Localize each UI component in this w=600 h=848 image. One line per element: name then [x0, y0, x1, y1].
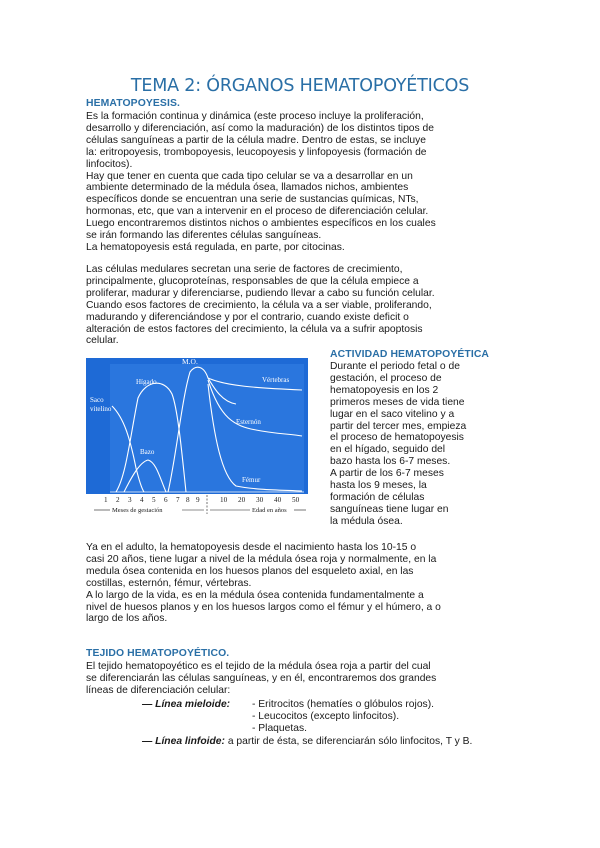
tick-gest-8: 8 — [186, 496, 190, 504]
label-linea-mieloide: — Línea mieloide: — [142, 699, 231, 710]
tick-gest-2: 2 — [116, 496, 120, 504]
heading-hematopoyesis: HEMATOPOYESIS. — [86, 98, 180, 109]
label-saco: Saco — [90, 396, 104, 404]
tick-edad-10: 10 — [220, 496, 228, 504]
label-vitelino: vitelino — [90, 405, 112, 413]
tick-gest-1: 1 — [104, 496, 108, 504]
tick-edad-50: 50 — [292, 496, 300, 504]
tick-gest-5: 5 — [152, 496, 156, 504]
label-vertebras: Vértebras — [262, 376, 290, 384]
paragraph-adulto: Ya en el adulto, la hematopoyesis desde el nacimiento hasta los 10-15 o casi 20 años, tiene lugar a nivel de la médula ósea roja y normalmente, en la medula ósea contenida en los huesos planos del esqueleto axial, en las costillas, esternón, fémur, vértebras. A lo largo de la vida, es en la médula ósea contenida fundamentalmente a nivel de huesos planos y en los huesos largos como el fémur y el húmero, a o largo de los años. — [86, 542, 441, 625]
axis-label-meses: Meses de gestación — [112, 507, 163, 514]
tick-edad-40: 40 — [274, 496, 282, 504]
tick-gest-3: 3 — [128, 496, 132, 504]
paragraph-actividad: Durante el periodo fetal o de gestación, el proceso de hematopoyesis en los 2 primeros meses de vida tiene lugar en el saco vitelino y a partir del tercer mes, empieza el proceso de hematopoyesis en el hígado, seguido del bazo hasta los 6-7 meses. A partir de los 6-7 meses hasta los 9 meses, la formación de células sanguíneas tiene lugar en la médula ósea. — [330, 361, 467, 527]
axis-label-edad: Edad en años — [252, 507, 287, 514]
tick-edad-30: 30 — [256, 496, 264, 504]
hematopoiesis-figure — [86, 358, 308, 516]
page-title: TEMA 2: ÓRGANOS HEMATOPOYÉTICOS — [130, 76, 470, 96]
text-linea-linfoide: a partir de ésta, se diferenciarán sólo linfocitos, T y B. — [224, 736, 473, 747]
tick-gest-9: 9 — [196, 496, 200, 504]
paragraph-hematopoyesis-2: Las células medulares secretan una serie de factores de crecimiento, principalmente, glucoproteínas, responsables de que la célula empiece a proliferar, madurar y diferenciarse, pudiendo llevar a cabo su función celular. Cuando esos factores de crecimiento, la célula va a ser viable, proliferando, madurando y diferenciándose y por el contrario, cuando existe deficit o alteración de estos factores del crecimiento, la célula va a sufrir apoptosis celular. — [86, 264, 435, 347]
item-mieloide-2: - Leucocitos (excepto linfocitos). — [252, 711, 400, 722]
item-mieloide-1: - Eritrocitos (hematíes o glóbulos rojos). — [252, 699, 434, 710]
tick-gest-6: 6 — [164, 496, 168, 504]
tick-gest-4: 4 — [140, 496, 144, 504]
tick-edad-20: 20 — [238, 496, 246, 504]
item-mieloide-3: - Plaquetas. — [252, 723, 307, 734]
label-linea-linfoide: — Línea linfoide: — [142, 736, 225, 747]
heading-tejido: TEJIDO HEMATOPOYÉTICO. — [86, 648, 230, 659]
paragraph-tejido: El tejido hematopoyético es el tejido de la médula ósea roja a partir del cual se diferenciarán las células sanguíneas, y en él, encontraremos dos grandes líneas de diferenciación celular: — [86, 661, 437, 696]
label-esternon: Esternón — [236, 418, 261, 426]
label-bazo: Bazo — [140, 448, 155, 456]
label-mo: M.O. — [182, 358, 198, 366]
linea-linfoide — [142, 736, 472, 748]
paragraph-hematopoyesis-1: Es la formación continua y dinámica (este proceso incluye la proliferación, desarrollo y diferenciación, así como la maduración) de los distintos tipos de células sanguíneas a partir de la célula madre. Dentro de estas, se incluye la: eritropoyesis, trombopoyesis, leucopoyesis y linfopoyesis (formación de linfocitos). Hay que tener en cuenta que cada tipo celular se va a desarrollar en un ambiente determinado de la médula ósea, llamados nichos, ambientes específicos donde se encuentran una serie de sustancias químicas, NTs, hormonas, etc, que van a intervenir en el proceso de diferenciación celular. Luego encontraremos distintos nichos o ambientes específicos en los cuales se irán formando las diferentes células sanguíneas. La hematopoyesis está regulada, en parte, por citocinas. — [86, 111, 436, 253]
label-higado: Hígado — [136, 378, 157, 386]
label-femur: Fémur — [242, 476, 261, 484]
heading-actividad: ACTIVIDAD HEMATOPOYÉTICA — [330, 349, 490, 360]
tick-gest-7: 7 — [176, 496, 180, 504]
